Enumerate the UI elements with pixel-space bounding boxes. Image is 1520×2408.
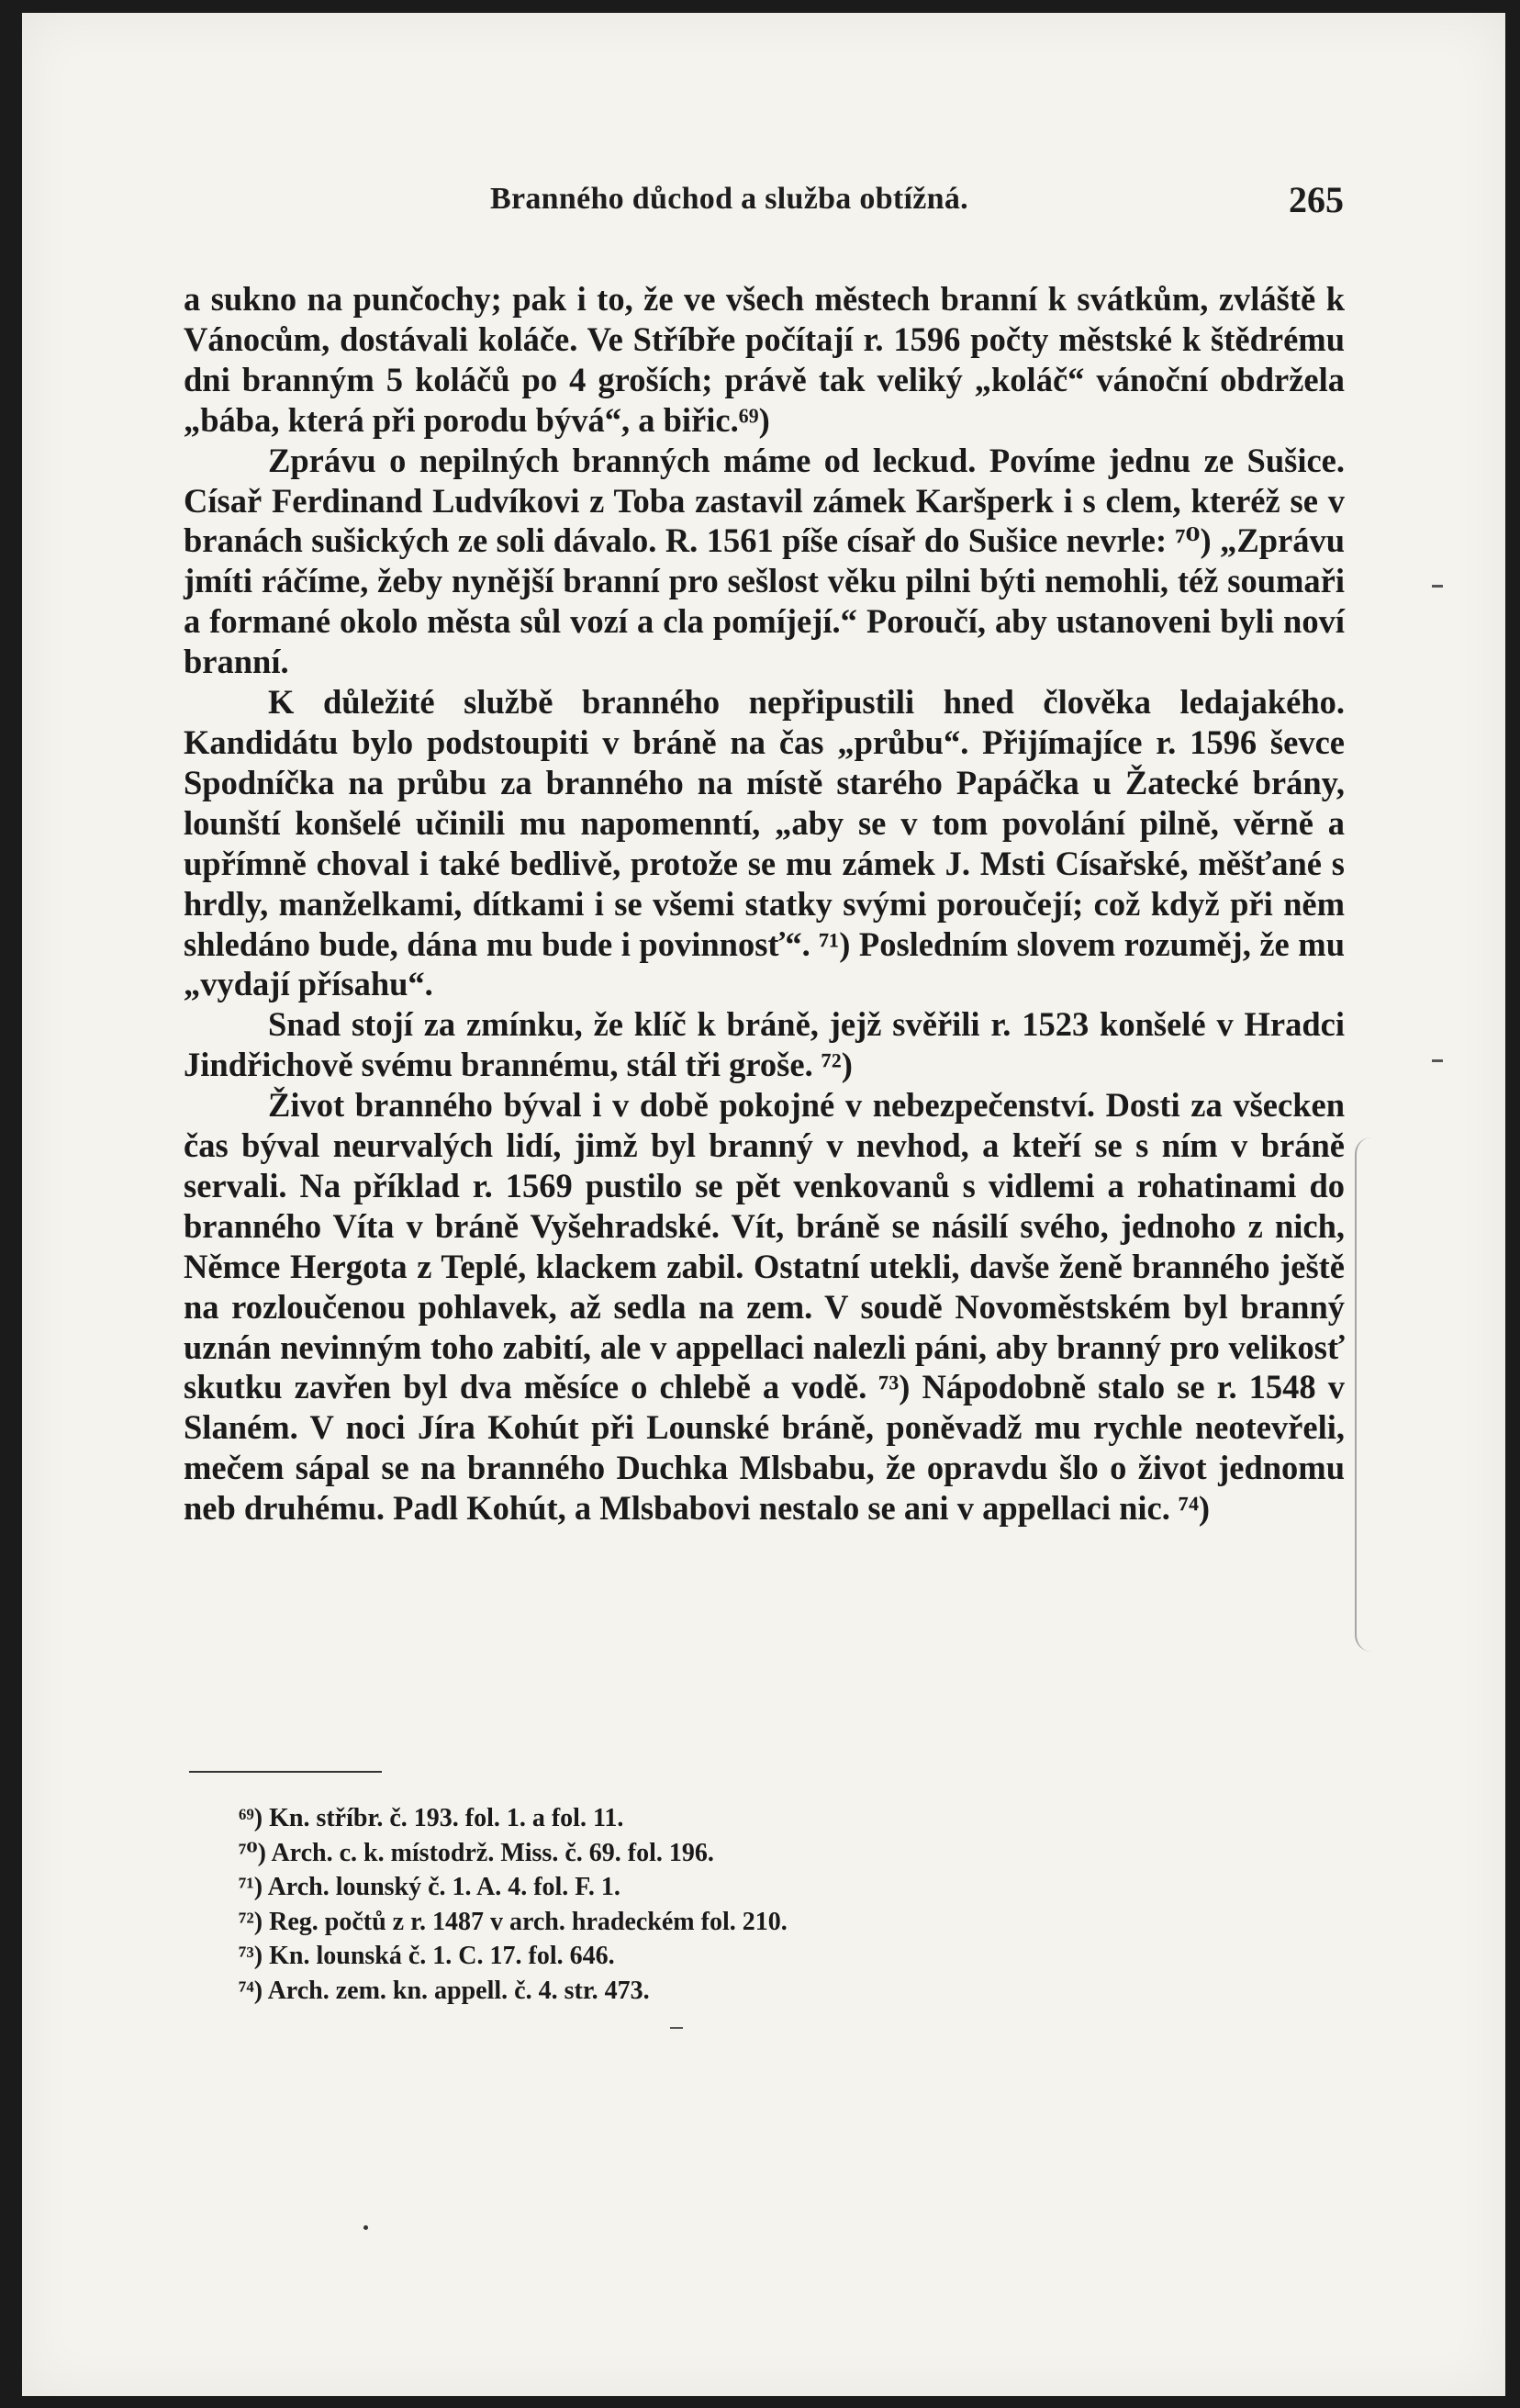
footnote: ⁷³) Kn. lounská č. 1. C. 17. fol. 646. bbox=[239, 1942, 615, 1970]
book-page bbox=[22, 13, 1505, 2396]
margin-pencil-mark bbox=[1355, 1137, 1384, 1652]
paragraph: a sukno na punčochy; pak i to, že ve všech městech branní k svátkům, zvláště k Vánocům, dostávali koláče. Ve Stříbře počítají r. 1596 počty městské k štědrému dni branným 5 koláčů po 4 groších; právě tak veliký „koláč“ vánoční obdržela „bába, která při porodu bývá“, a biřic.⁶⁹) bbox=[184, 280, 1345, 439]
running-header bbox=[490, 179, 1344, 228]
running-header-title: Branného důchod a služba obtížná. bbox=[490, 182, 968, 216]
footnotes bbox=[239, 1801, 1157, 2008]
footnote: ⁷⁴) Arch. zem. kn. appell. č. 4. str. 473. bbox=[239, 1976, 650, 2005]
main-text bbox=[184, 279, 1345, 1529]
page-number: 265 bbox=[1289, 179, 1344, 220]
margin-dash-mark bbox=[1432, 585, 1443, 588]
footnote: ⁷⁰) Arch. c. k. místodrž. Miss. č. 69. fol. 196. bbox=[239, 1838, 714, 1867]
footnote: ⁷²) Reg. počtů z r. 1487 v arch. hradeckém fol. 210. bbox=[239, 1907, 788, 1936]
footnote: ⁶⁹) Kn. stříbr. č. 193. fol. 1. a fol. 11. bbox=[239, 1804, 624, 1832]
paragraph: K důležité službě branného nepřipustili hned člověka ledajakého. Kandidátu bylo podstoupiti v bráně na čas „průbu“. Přijímajíce r. 1596 ševce Spodníčka na průbu za branného na místě starého Papáčka u Žatecké brány, lounští konšelé učinili mu napomenntí, „aby se v tom povolání pilně, věrně a upřímně choval i také bedlivě, protože se mu zámek J. Msti Císařské, měšťané s hrdly, manželkami, dítkami i se všemi statky svými poroučejí; což když při něm shledáno bude, dána mu bude i povinnosť“. ⁷¹) Posledním slovem rozuměj, že mu „vydají přísahu“. bbox=[184, 683, 1345, 1003]
paragraph: Zprávu o nepilných branných máme od leckud. Povíme jednu ze Sušice. Císař Ferdinand Ludvíkovi z Toba zastavil zámek Karšperk i s clem, kteréž se v branách sušických ze soli dávalo. R. 1561 píše císař do Sušice nevrle: ⁷⁰) „Zprávu jmíti ráčíme, žeby nynější branní pro sešlost věku pilni býti nemohli, též soumaři a formané okolo města sůl vozí a cla pomíjejí.“ Poroučí, aby ustanoveni byli noví branní. bbox=[184, 441, 1345, 681]
margin-dash-mark bbox=[670, 2027, 683, 2029]
footnote-divider bbox=[189, 1771, 382, 1773]
margin-dot-mark bbox=[363, 2225, 368, 2230]
paragraph: Život branného býval i v době pokojné v nebezpečenství. Dosti za všecken čas býval neurvalých lidí, jimž byl branný v nevhod, a kteří se s ním v bráně servali. Na příklad r. 1569 pustilo se pět venkovanů s vidlemi a rohatinami do branného Víta v bráně Vyšehradské. Vít, bráně se násilí svého, jednoho z nich, Němce Hergota z Teplé, klackem zabil. Ostatní utekli, davše ženě branného ještě na rozloučenou pohlavek, až sedla na zem. V soudě Novoměstském byl branný uznán nevinným toho zabití, ale v appellaci nalezli páni, aby branný pro velikosť skutku zavřen byl dva měsíce o chlebě a vodě. ⁷³) Nápodobně stalo se r. 1548 v Slaném. V noci Jíra Kohút při Lounské bráně, poněvadž mu rychle neotevřeli, mečem sápal se na branného Duchka Mlsbabu, že opravdu šlo o život jednomu neb druhému. Padl Kohút, a Mlsbabovi nestalo se ani v appellaci nic. ⁷⁴) bbox=[184, 1086, 1345, 1528]
margin-dash-mark bbox=[1432, 1059, 1443, 1062]
paragraph: Snad stojí za zmínku, že klíč k bráně, jejž svěřili r. 1523 konšelé v Hradci Jindřichově svému brannému, stál tři groše. ⁷²) bbox=[184, 1005, 1345, 1084]
footnote: ⁷¹) Arch. lounský č. 1. A. 4. fol. F. 1. bbox=[239, 1873, 620, 1901]
